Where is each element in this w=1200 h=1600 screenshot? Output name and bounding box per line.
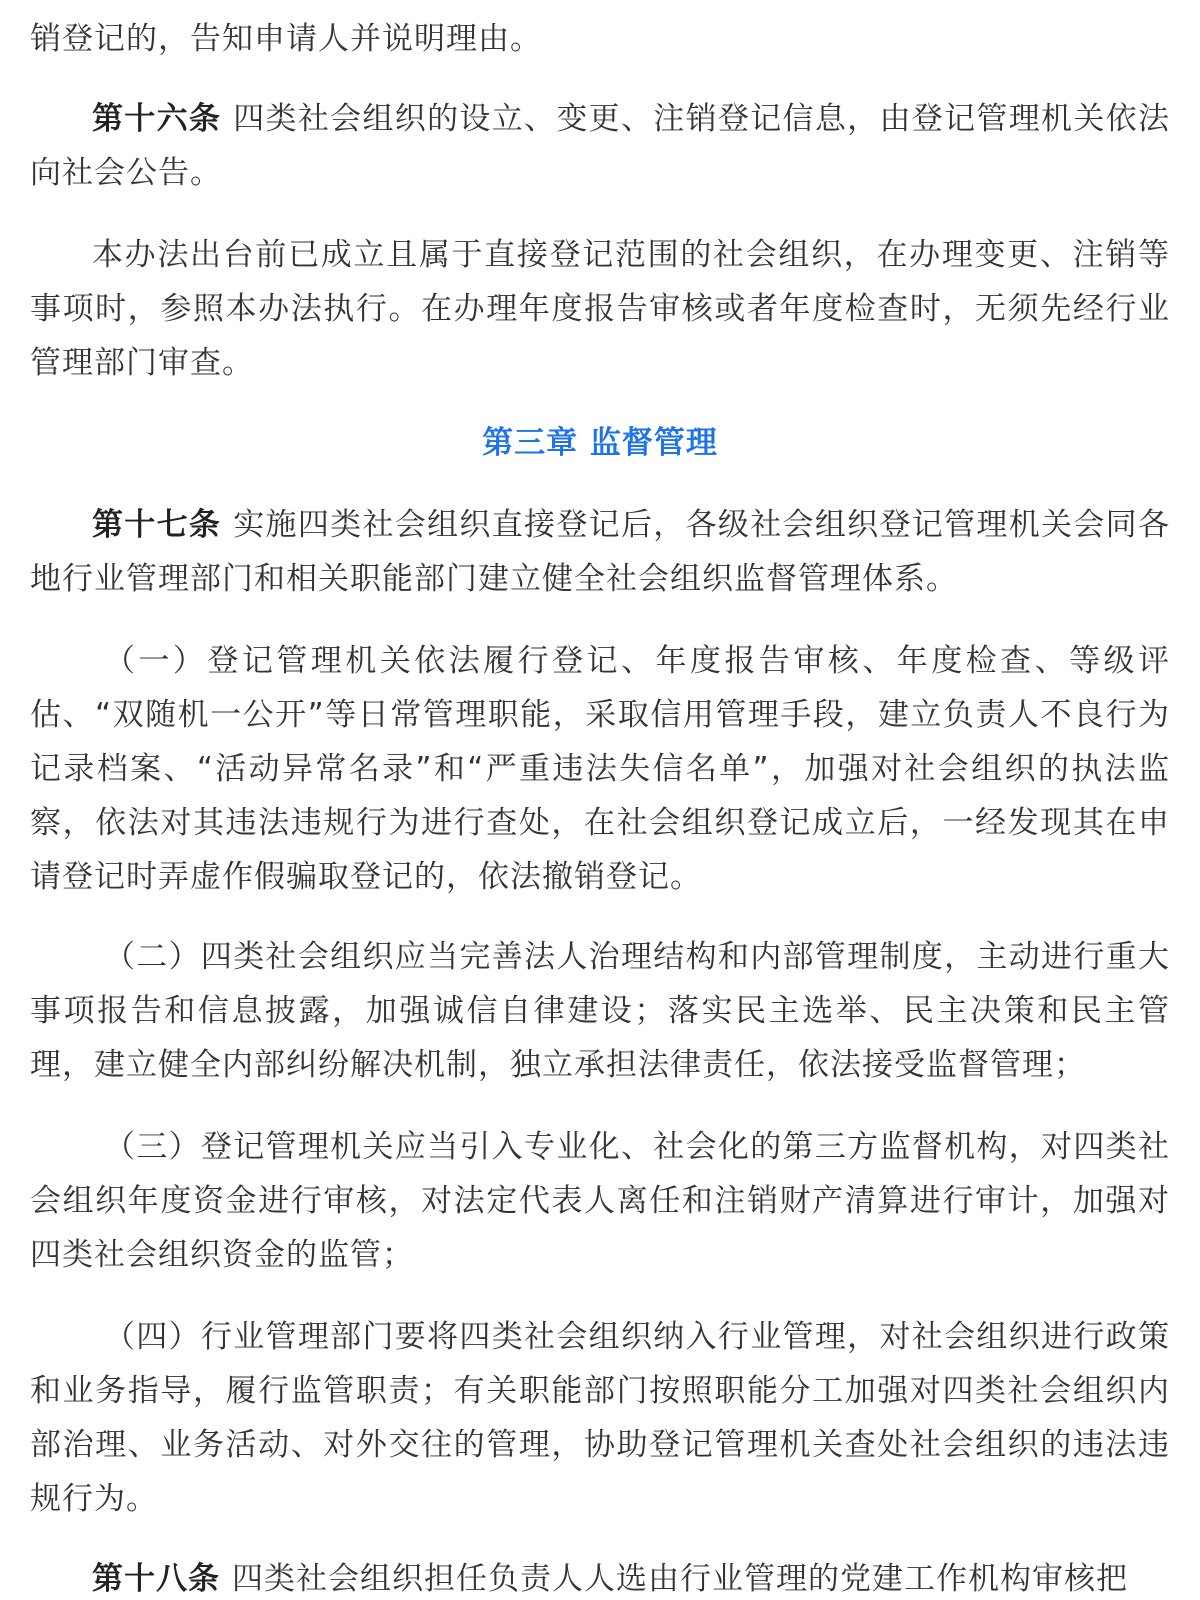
article-number: 第十六条 [92, 101, 222, 137]
paragraph-continued [30, 12, 1170, 66]
clause-text: （二）四类社会组织应当完善法人治理结构和内部管理制度，主动进行重大事项报告和信息披露，加强诚信自律建设；落实民主选举、民主决策和民主管理，建立健全内部纠纷解决机制，独立承担法律责任，依法接受监督管理； [30, 939, 1170, 1083]
article-text: 四类社会组织的设立、变更、注销登记信息，由登记管理机关依法向社会公告。 [30, 101, 1170, 191]
article-16 [30, 92, 1170, 200]
clause-2 [30, 930, 1170, 1092]
paragraph-text: 销登记的，告知申请人并说明理由。 [30, 21, 542, 57]
article-number: 第十七条 [92, 507, 222, 543]
chapter-heading: 第三章 监督管理 [482, 425, 718, 461]
clause-4 [30, 1310, 1170, 1526]
clause-1 [30, 634, 1170, 904]
article-17 [30, 498, 1170, 606]
article-text: 实施四类社会组织直接登记后，各级社会组织登记管理机关会同各地行业管理部门和相关职能部门建立健全社会组织监督管理体系。 [30, 507, 1170, 597]
paragraph-text: 本办法出台前已成立且属于直接登记范围的社会组织，在办理变更、注销等事项时，参照本办法执行。在办理年度报告审核或者年度检查时，无须先经行业管理部门审查。 [30, 237, 1170, 381]
clause-3 [30, 1120, 1170, 1282]
article-text: 四类社会组织担任负责人人选由行业管理的党建工作机构审核把 [232, 1561, 1128, 1597]
clause-text: （四）行业管理部门要将四类社会组织纳入行业管理，对社会组织进行政策和业务指导，履行监管职责；有关职能部门按照职能分工加强对四类社会组织内部治理、业务活动、对外交往的管理，协助登记管理机关查处社会组织的违法违规行为。 [30, 1319, 1170, 1517]
article-18 [30, 1552, 1170, 1600]
clause-text: （一）登记管理机关依法履行登记、年度报告审核、年度检查、等级评估、“双随机一公开”等日常管理职能，采取信用管理手段，建立负责人不良行为记录档案、“活动异常名录”和“严重违法失信名单”，加强对社会组织的执法监察，依法对其违法违规行为进行查处，在社会组织登记成立后，一经发现其在申请登记时弄虚作假骗取登记的，依法撤销登记。 [30, 643, 1170, 895]
article-number: 第十八条 [92, 1561, 220, 1597]
clause-text: （三）登记管理机关应当引入专业化、社会化的第三方监督机构，对四类社会组织年度资金进行审核，对法定代表人离任和注销财产清算进行审计，加强对四类社会组织资金的监管； [30, 1129, 1170, 1273]
paragraph-transitional [30, 228, 1170, 390]
